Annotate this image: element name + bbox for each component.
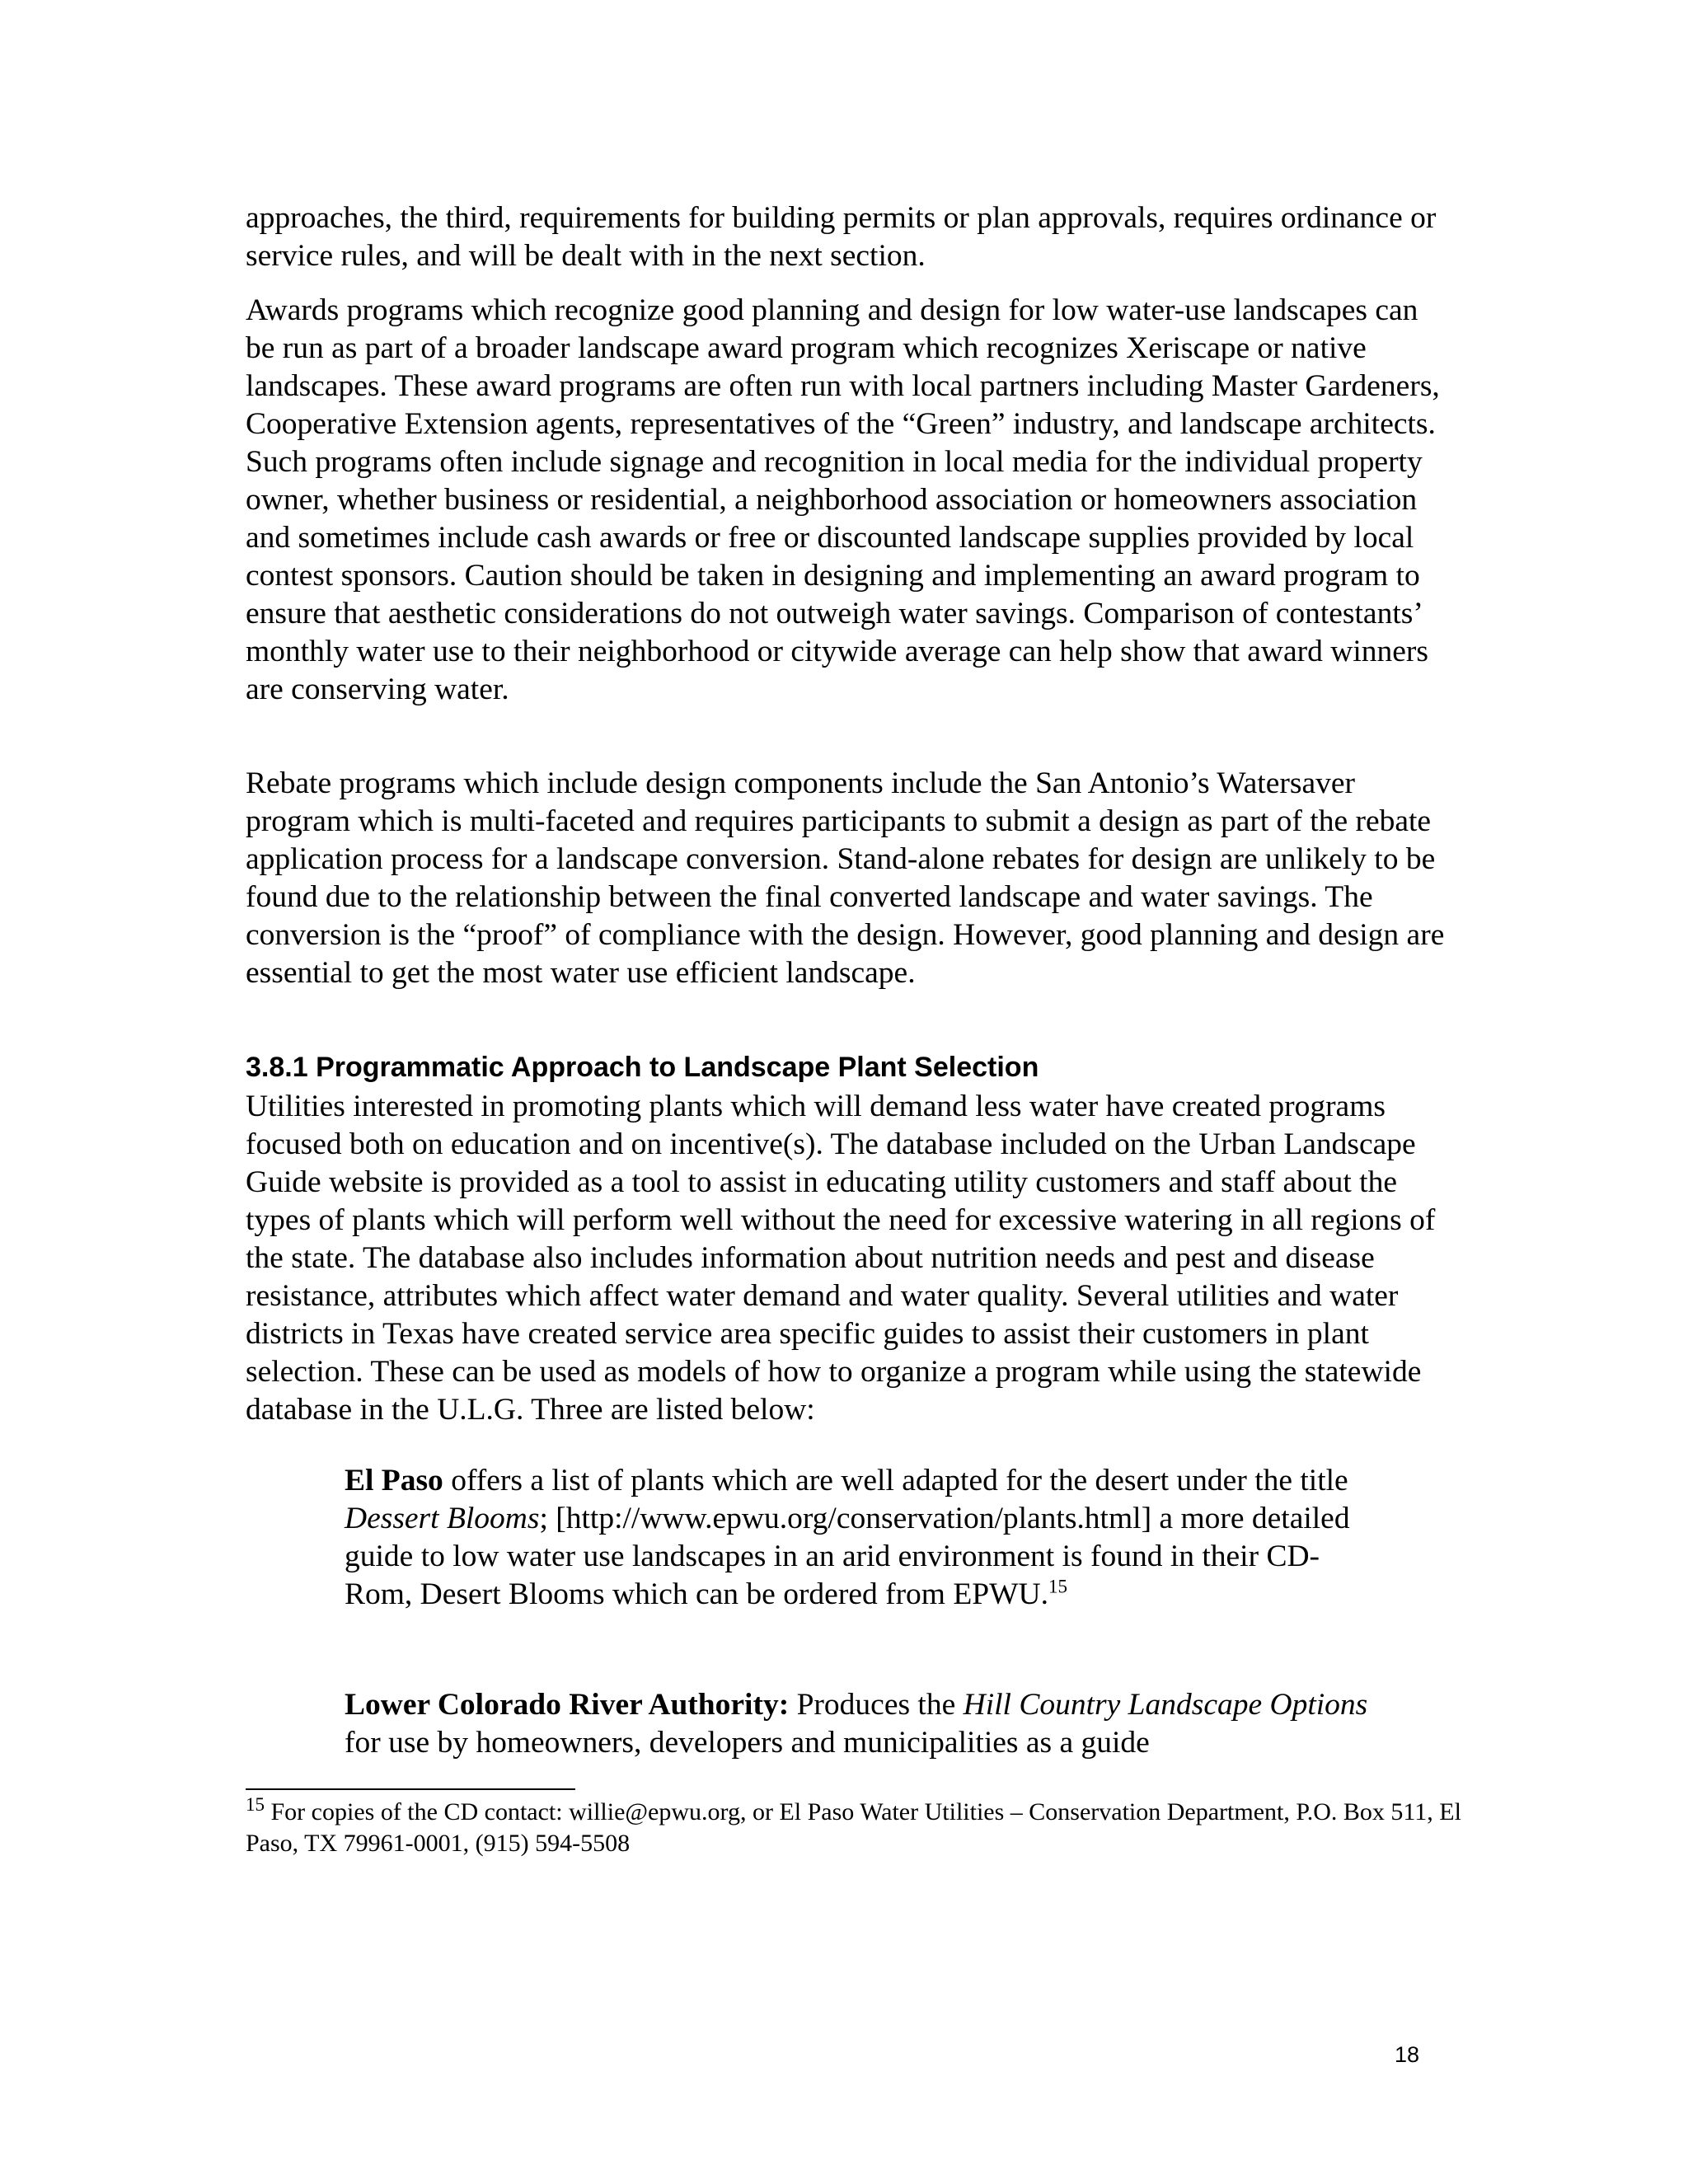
paragraph-awards-programs xyxy=(246,292,1449,709)
footnote-number: 15 xyxy=(246,1794,265,1815)
lcra-entry xyxy=(345,1686,1375,1762)
el-paso-entry xyxy=(345,1462,1375,1614)
page-number: 18 xyxy=(1395,2042,1420,2067)
paragraph-utilities xyxy=(246,1088,1449,1429)
footnote xyxy=(246,1794,1482,1859)
paragraph-approaches xyxy=(246,199,1449,275)
footnote-divider xyxy=(246,1788,575,1790)
footnote-text: For copies of the CD contact: willie@epwu.org, or El Paso Water Utilities – Conservation Department, P.O. Box 511, El Paso, TX 79961-0001, (915) 594-5508 xyxy=(246,1798,1461,1857)
el-paso-text-1: offers a list of plants which are well adapted for the desert under the title xyxy=(443,1464,1348,1497)
paragraph-text: approaches, the third, requirements for building permits or plan approvals, requires ordinance or service rules, and will be dealt with in the next section. xyxy=(246,201,1437,273)
el-paso-text-2: ; [http://www.epwu.org/conservation/plants.html] a more detailed guide to low water use landscapes in an arid environment is found in their CD-Rom, Desert Blooms which can be ordered from EPWU. xyxy=(345,1502,1350,1611)
paragraph-text: Rebate programs which include design components include the San Antonio’s Watersaver program which is multi-faceted and requires participants to submit a design as part of the rebate application process for a landscape conversion. Stand-alone rebates for design are unlikely to be found due to the relationship between the final converted landscape and water savings. The conversion is the “proof” of compliance with the design. However, good planning and design are essential to get the most water use efficient landscape. xyxy=(246,766,1445,990)
el-paso-title: Dessert Blooms xyxy=(345,1502,540,1535)
paragraph-text: Awards programs which recognize good planning and design for low water-use landscapes can be run as part of a broader landscape award program which recognizes Xeriscape or native landscapes. These award programs are often run with local partners including Master Gardeners, Cooperative Extension agents, representatives of the “Green” industry, and landscape architects. Such programs often include signage and recognition in local media for the individual property owner, whether business or residential, a neighborhood association or homeowners association and sometimes include cash awards or free or discounted landscape supplies provided by local contest sponsors. Caution should be taken in designing and implementing an award program to ensure that aesthetic considerations do not outweigh water savings. Comparison of contestants’ monthly water use to their neighborhood or citywide average can help show that award winners are conserving water. xyxy=(246,293,1440,706)
lcra-text-1: Produces the xyxy=(789,1688,964,1722)
paragraph-rebate-programs xyxy=(246,765,1449,992)
el-paso-name: El Paso xyxy=(345,1464,443,1497)
lcra-text-2: for use by homeowners, developers and municipalities as a guide xyxy=(345,1726,1150,1760)
lcra-title: Hill Country Landscape Options xyxy=(963,1688,1368,1722)
lcra-name: Lower Colorado River Authority: xyxy=(345,1688,790,1722)
paragraph-text: Utilities interested in promoting plants which will demand less water have created programs focused both on education and on incentive(s). The database included on the Urban Landscape Guide website is provided as a tool to assist in educating utility customers and staff about the types of plants which will perform well without the need for excessive watering in all regions of the state. The database also includes information about nutrition needs and pest and disease resistance, attributes which affect water demand and water quality. Several utilities and water districts in Texas have created service area specific guides to assist their customers in plant selection. These can be used as models of how to organize a program while using the statewide database in the U.L.G. Three are listed below: xyxy=(246,1090,1436,1427)
section-heading: 3.8.1 Programmatic Approach to Landscape Plant Selection xyxy=(246,1052,1039,1083)
footnote-reference[interactable]: 15 xyxy=(1048,1576,1067,1597)
